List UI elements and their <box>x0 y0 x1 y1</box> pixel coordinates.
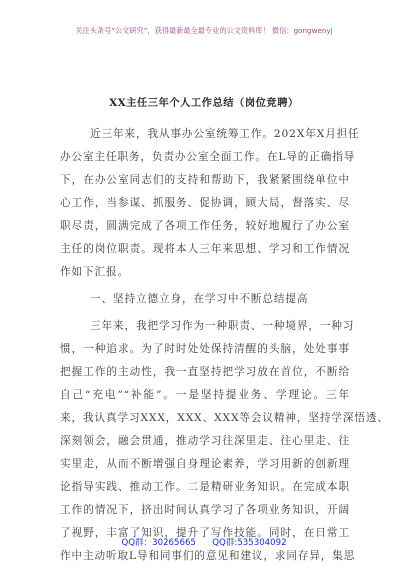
body-line: 作如下汇报。 <box>60 266 129 278</box>
body-line: 三年来，我把学习作为一种职责、一种境界，一种习 <box>90 320 355 332</box>
body-line: 了视野，丰富了知识，提升了写作技能。同时，在日常工 <box>60 527 350 539</box>
footer-contact <box>0 536 408 548</box>
qq-group-2-number: 535304092 <box>237 538 287 548</box>
header-promo-note: 关注头条号“公文研究”，获得最新最全最专业的公文资料库！ 微信：gongwenyj <box>75 26 333 35</box>
body-line: 来，我认真学习XXX，XXX、XXX等会议精神，坚持学深悟透、 <box>60 412 389 424</box>
body-line: 论指导实践、推动工作。二是精研业务知识。在完成本职 <box>60 481 350 493</box>
body-line: 实里走，从而不断增强自身理论素养，学习用新的创新理 <box>60 458 350 470</box>
body-line: 把握工作的主动性，我一直坚持把学习放在首位，不断给 <box>60 366 350 378</box>
qq-group-1-number: 30265665 <box>152 538 196 548</box>
body-line: 惯，一种追求。为了时时处处保持清醒的头脑，处处事事 <box>60 343 350 355</box>
body-line: 主任的岗位职责。现将本人三年来思想、学习和工作情况 <box>60 243 350 255</box>
body-line: 深刻领会，融会贯通，推动学习往深里走、往心里走、往 <box>60 435 350 447</box>
document-title: XX主任三年个人工作总结（岗位竞聘） <box>109 97 299 109</box>
body-line: 作中主动听取L导和同事们的意见和建议，求同存异，集思 <box>60 550 356 562</box>
body-line: 下，在办公室同志们的支持和帮助下，我紧紧围绕单位中 <box>60 174 350 186</box>
body-line: 职尽责，圆满完成了各项工作任务，较好地履行了办公室 <box>60 220 350 232</box>
qq-group-2-label: QQ群: <box>212 538 238 548</box>
body-line: 一、坚持立德立身，在学习中不断总结提高 <box>90 293 309 305</box>
qq-group-1-label: QQ群： <box>121 538 153 548</box>
body-line: 近三年来，我从事办公室统筹工作。202X年X月担任 <box>90 128 360 140</box>
body-line: 自己“充电”“补能”。一是坚持提业务、学理论。三年 <box>60 389 350 401</box>
body-line: 办公室主任职务，负责办公室全面工作。在L导的正确指导 <box>60 151 356 163</box>
body-line: 心工作，当参谋、抓服务、促协调，顾大局，督落实、尽 <box>60 197 350 209</box>
body-line: 工作的情况下，挤出时间认真学习了各项业务知识，开阔 <box>60 504 350 516</box>
